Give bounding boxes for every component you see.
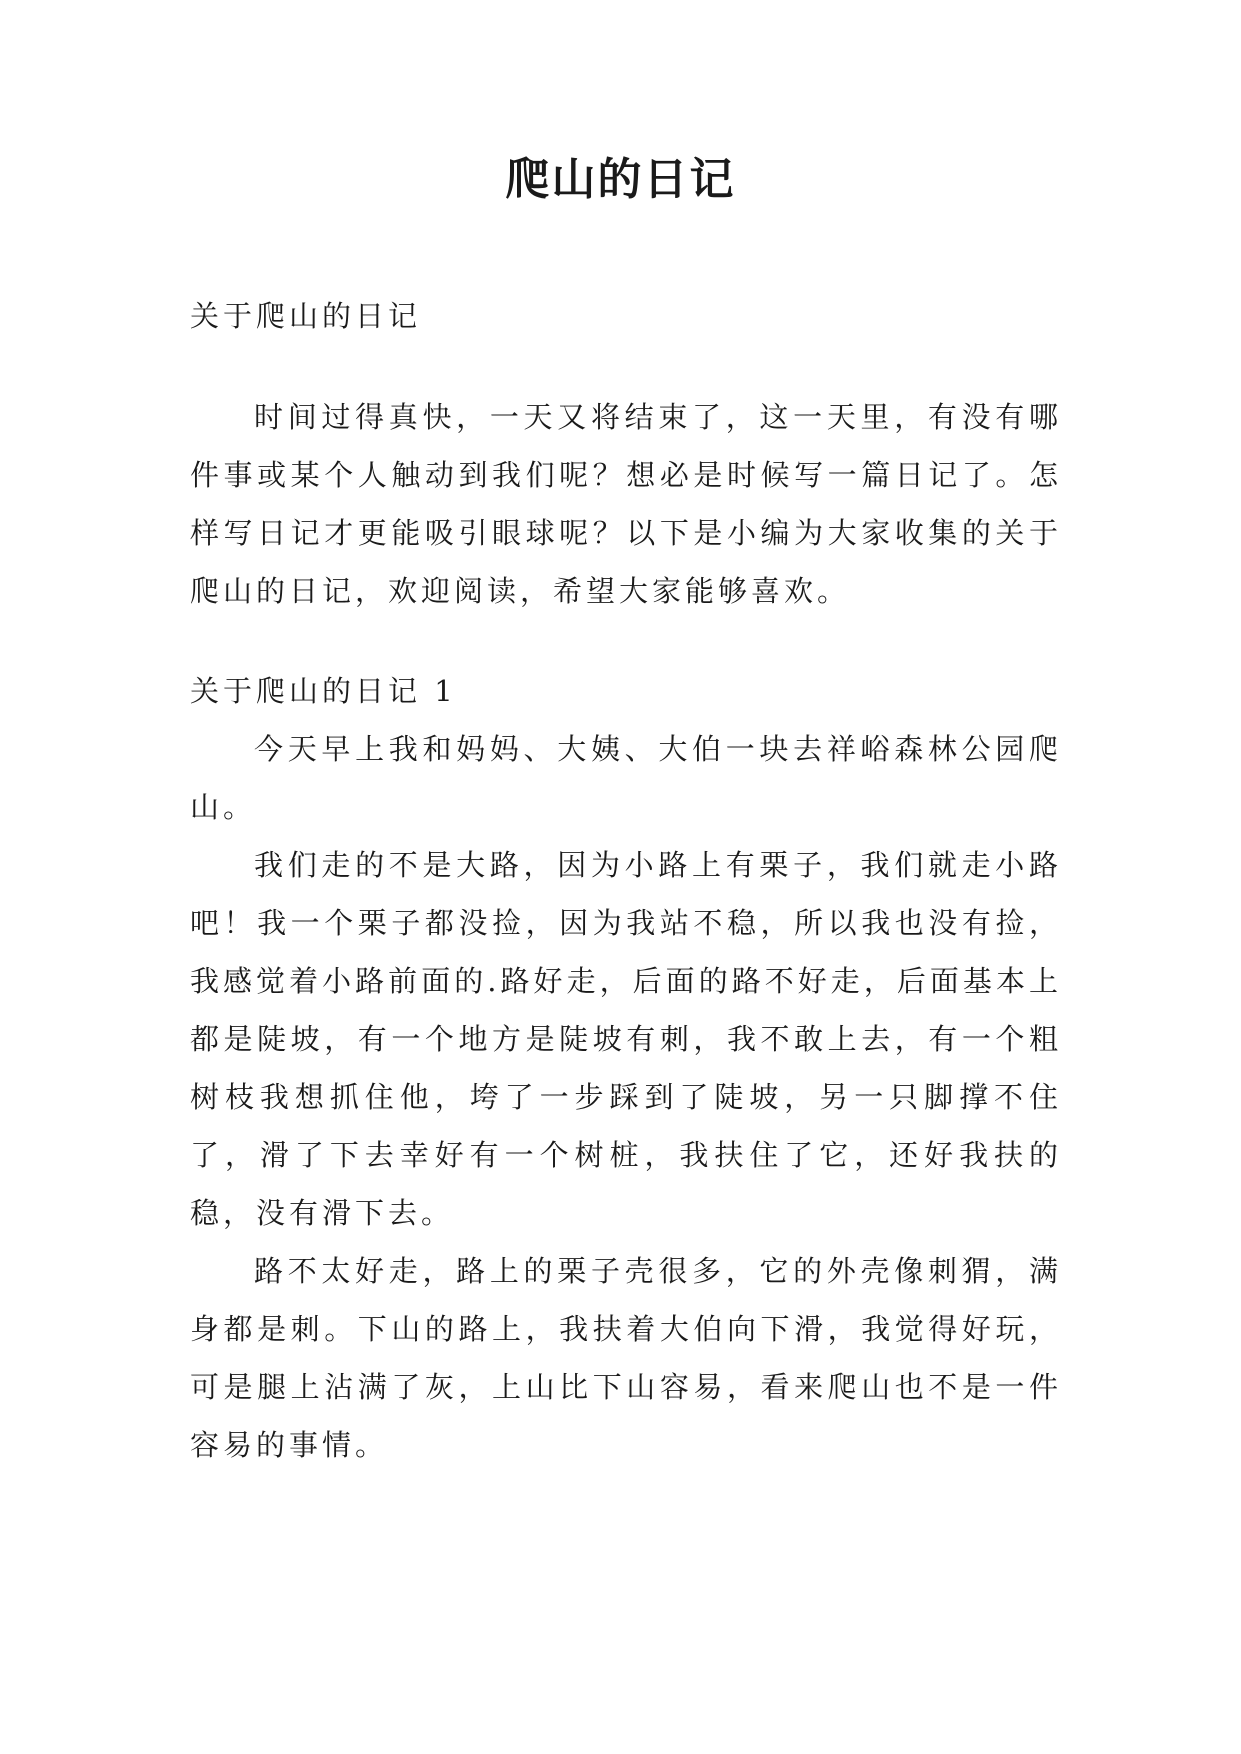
intro-paragraph: 时间过得真快，一天又将结束了，这一天里，有没有哪件事或某个人触动到我们呢？想必是时候写一篇日记了。怎样写日记才更能吸引眼球呢？以下是小编为大家收集的关于爬山的日记，欢迎阅读，希望大家能够喜欢。	[190, 400, 1062, 608]
document-title: 爬山的日记	[505, 154, 736, 205]
section-heading: 关于爬山的日记 1	[190, 674, 457, 708]
body-paragraph: 今天早上我和妈妈、大姨、大伯一块去祥峪森林公园爬山。	[190, 732, 1062, 824]
document-body	[190, 287, 1062, 1474]
intro-heading: 关于爬山的日记	[190, 299, 422, 333]
body-paragraph: 我们走的不是大路，因为小路上有栗子，我们就走小路吧！我一个栗子都没捡，因为我站不稳，所以我也没有捡，我感觉着小路前面的.路好走，后面的路不好走，后面基本上都是陡坡，有一个地方是陡坡有刺，我不敢上去，有一个粗树枝我想抓住他，垮了一步踩到了陡坡，另一只脚撑不住了，滑了下去幸好有一个树桩，我扶住了它，还好我扶的稳，没有滑下去。	[190, 848, 1062, 1230]
body-paragraph: 路不太好走，路上的栗子壳很多，它的外壳像刺猬，满身都是刺。下山的路上，我扶着大伯向下滑，我觉得好玩，可是腿上沾满了灰，上山比下山容易，看来爬山也不是一件容易的事情。	[190, 1254, 1062, 1462]
